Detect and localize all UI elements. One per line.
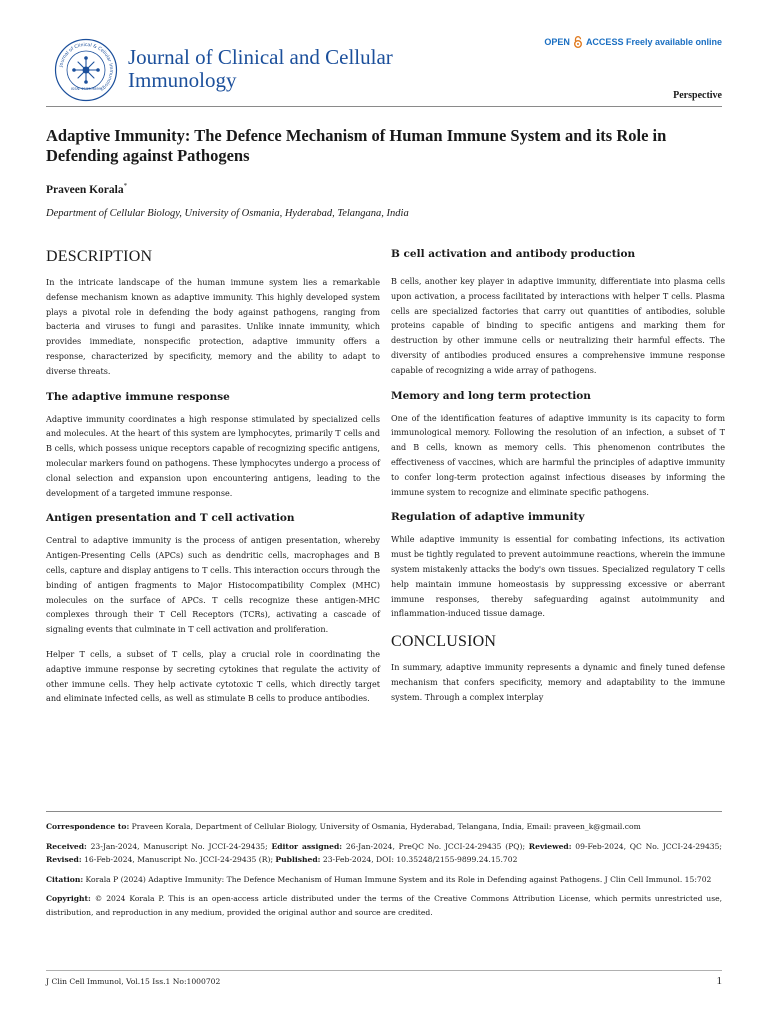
author-name: Praveen Korala xyxy=(46,183,124,196)
article-type: Perspective xyxy=(673,90,722,101)
adaptive-response-paragraph: Adaptive immunity coordinates a high response stimulated by specialized cells and molecules. At the heart of this system are lymphocytes, primarily T cells and B cells, which possess unique receptors capable of recognizing specific antigens, molecular markers found on pathogens. These lymphocytes undergo a process of clonal selection and expansion upon encountering antigens, leading to the development of a targeted immune response. xyxy=(46,413,380,498)
footer-divider xyxy=(46,811,722,812)
correspondence-note xyxy=(46,820,722,834)
header-divider xyxy=(46,106,722,107)
author-mark: * xyxy=(123,182,128,190)
adaptive-response-heading: The adaptive immune response xyxy=(46,390,230,403)
bcell-paragraph: B cells, another key player in adaptive immunity, differentiate into plasma cells upon activation, a process facilitated by interactions with helper T cells. Plasma cells are specialized factories that carry out quantities of antibodies, soluble proteins capable of binding to specific antigens and marking them for destruction by other immune cells or neutralizing their harmful effects. The diversity of antibodies produced ensures a comprehensive immune response capable of recognizing a wide array of pathogens. xyxy=(391,276,725,375)
open-access-label-left: OPEN xyxy=(544,37,570,47)
revised-text: 16-Feb-2024, Manuscript No. JCCI-24-29435 (R); xyxy=(81,855,276,864)
copyright-label: Copyright: xyxy=(46,894,91,903)
author xyxy=(46,182,127,196)
citation-note xyxy=(46,873,722,887)
memory-paragraph: One of the identification features of adaptive immunity is its capacity to form immunological memory. Following the resolution of an infection, a subset of T and B cells, known as memory cells. This phenomenon contributes the effectiveness of vaccines, which are harmful the principles of adaptive immunity to confer long-term protection against infectious diseases by informing the immune system to recognize and eliminate specific pathogens. xyxy=(391,412,725,497)
regulation-paragraph: While adaptive immunity is essential for combating infections, its activation must be tightly regulated to prevent autoimmune reactions, wherein the immune system mistakenly attacks the body's own tissues. Specialized regulatory T cells help maintain immune homeostasis by suppressing excessive or aberrant immune responses, thereby safeguarding against autoimmunity and inflammation-induced tissue damage. xyxy=(391,534,725,619)
antigen-presentation-heading: Antigen presentation and T cell activation xyxy=(46,512,295,525)
copyright-text: © 2024 Korala P. This is an open-access article distributed under the terms of the Creative Commons Attribution License, which permits unrestricted use, distribution, and reproduction in any medium, provided the original author and source are credited. xyxy=(46,894,722,917)
editor-text: 26-Jan-2024, PreQC No. JCCI-24-29435 (PQ); xyxy=(342,841,529,851)
published-text: 23-Feb-2024, DOI: 10.35248/2155-9899.24.15.702 xyxy=(320,855,518,864)
bcell-heading: B cell activation and antibody production xyxy=(391,248,636,260)
page-footer-divider xyxy=(46,970,722,971)
copyright-note xyxy=(46,892,722,919)
page-number: 1 xyxy=(716,975,722,987)
correspondence-label: Correspondence to: xyxy=(46,822,130,831)
editor-label: Editor assigned: xyxy=(271,841,343,851)
dates-note xyxy=(46,840,722,867)
author-affiliation: Department of Cellular Biology, University of Osmania, Hyderabad, Telangana, India xyxy=(46,208,409,219)
conclusion-paragraph: In summary, adaptive immunity represents a dynamic and finely tuned defense mechanism that confers specificity, memory and adaptability to the immune system. Through a complex interplay xyxy=(391,662,725,702)
citation-text: Korala P (2024) Adaptive Immunity: The Defence Mechanism of Human Immune System and its Role in Defending against Pathogens. J Clin Cell Immunol. 15:702 xyxy=(83,874,712,884)
description-paragraph: In the intricate landscape of the human immune system lies a remarkable defense mechanism known as adaptive immunity. This highly developed system plays a pivotal role in defending the body against pathogens, ranging from bacteria and viruses to fungi and parasites. Unlike innate immunity, which provides immediate, nonspecific protection, adaptive immunity offers a response, characterized by specificity, memory and the ability to adapt to diverse threats. xyxy=(46,277,380,376)
received-text: 23-Jan-2024, Manuscript No. JCCI-24-29435; xyxy=(86,841,272,851)
right-column xyxy=(391,248,725,715)
reviewed-label: Reviewed: xyxy=(528,841,572,851)
antigen-presentation-paragraph: Central to adaptive immunity is the process of antigen presentation, whereby Antigen-Presenting Cells (APCs) such as dendritic cells, macrophages and B cells, capture and display antigens to T cells. This interaction occurs through the binding of antigen fragments to Major Histocompatibility Complex (MHC) molecules on the surface of APCs. T cells recognize these antigen-MHC complexes through their T Cell Receptors (TCRs), activating a cascade of signaling events that culminate in T cell activation and proliferation. xyxy=(46,535,380,635)
journal-logo xyxy=(54,38,118,102)
citation-label: Citation: xyxy=(46,874,84,884)
article-title: Adaptive Immunity: The Defence Mechanism of Human Immune System and its Role in Defending against Pathogens xyxy=(46,126,667,165)
memory-heading: Memory and long term protection xyxy=(391,389,591,402)
regulation-heading: Regulation of adaptive immunity xyxy=(391,511,585,524)
reviewed-text: 09-Feb-2024, QC No. JCCI-24-29435; xyxy=(571,841,722,851)
received-label: Received: xyxy=(46,841,87,851)
revised-label: Revised: xyxy=(46,855,82,864)
logo-issn: ISSN: 2155-9899 xyxy=(70,87,102,91)
journal-reference: J Clin Cell Immunol, Vol.15 Iss.1 No:1000702 xyxy=(46,977,221,986)
conclusion-heading: CONCLUSION xyxy=(391,633,497,651)
open-lock-icon xyxy=(573,36,583,48)
open-access-label-right: ACCESS Freely available online xyxy=(585,37,722,47)
left-column xyxy=(46,248,380,716)
helper-t-cells-paragraph: Helper T cells, a subset of T cells, play a crucial role in coordinating the adaptive immune response by secreting cytokines that regulate the activity of other immune cells. They help activate cytotoxic T cells, which directly target and eliminate infected cells, as well as stimulate B cells to produce antibodies. xyxy=(46,648,380,704)
logo-ring-text: Journal of Clinical & Cellular Immunology xyxy=(59,42,114,92)
article-footnotes xyxy=(46,820,722,925)
open-access-badge xyxy=(544,36,722,48)
journal-title: Journal of Clinical and Cellular Immunology xyxy=(128,45,393,92)
description-heading: DESCRIPTION xyxy=(46,248,153,265)
correspondence-text: Praveen Korala, Department of Cellular Biology, University of Osmania, Hyderabad, Telangana, India, Email: praveen_k@gmail.com xyxy=(129,822,641,831)
published-label: Published: xyxy=(275,855,321,864)
